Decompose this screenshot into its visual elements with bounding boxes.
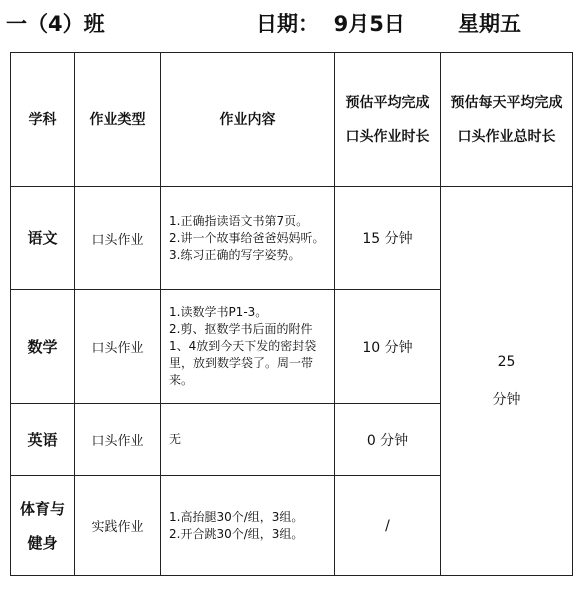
content-line: 3.练习正确的写字姿势。 bbox=[169, 247, 301, 262]
type-cell: 口头作业 bbox=[75, 404, 161, 476]
subject-cell: 数学 bbox=[11, 290, 75, 404]
content-cell bbox=[161, 476, 335, 576]
homework-table bbox=[10, 52, 573, 576]
subject-cell: 英语 bbox=[11, 404, 75, 476]
content-line: 1.正确指读语文书第7页。 bbox=[169, 213, 309, 228]
table-row bbox=[11, 187, 573, 290]
duration-cell: 10 分钟 bbox=[335, 290, 441, 404]
content-line: 2.讲一个故事给爸爸妈妈听。 bbox=[169, 230, 325, 245]
content-line: 2.开合跳30个/组，3组。 bbox=[169, 526, 304, 541]
col-header-content: 作业内容 bbox=[161, 53, 335, 187]
col-header-total: 预估每天平均完成口头作业总时长 bbox=[441, 53, 573, 187]
duration-cell: / bbox=[335, 476, 441, 576]
col-header-subject: 学科 bbox=[11, 53, 75, 187]
content-line: 1.读数学书P1-3。 bbox=[169, 305, 268, 319]
date-label: 日期： 9月5日 bbox=[256, 12, 405, 36]
total-value: 25 bbox=[497, 354, 516, 370]
type-cell: 实践作业 bbox=[75, 476, 161, 576]
duration-cell: 0 分钟 bbox=[335, 404, 441, 476]
content-line: 1.高抬腿30个/组，3组。 bbox=[169, 509, 304, 524]
weekday: 星期五 bbox=[458, 12, 521, 36]
content-cell bbox=[161, 290, 335, 404]
header-row bbox=[11, 53, 573, 187]
content-line: 2.剪、抠数学书后面的附件1、4放到今天下发的密封袋里，放到数学袋了。周一带来。 bbox=[169, 322, 317, 387]
duration-cell: 15 分钟 bbox=[335, 187, 441, 290]
total-cell bbox=[441, 187, 573, 576]
content-cell bbox=[161, 187, 335, 290]
type-cell: 口头作业 bbox=[75, 187, 161, 290]
subject-cell: 语文 bbox=[11, 187, 75, 290]
class-name: 一（4）班 bbox=[6, 12, 105, 36]
col-header-duration: 预估平均完成口头作业时长 bbox=[335, 53, 441, 187]
content-cell bbox=[161, 404, 335, 476]
type-cell: 口头作业 bbox=[75, 290, 161, 404]
total-unit: 分钟 bbox=[492, 392, 521, 408]
subject-cell: 体育与健身 bbox=[11, 476, 75, 576]
content-line: 无 bbox=[169, 432, 182, 446]
col-header-type: 作业类型 bbox=[75, 53, 161, 187]
